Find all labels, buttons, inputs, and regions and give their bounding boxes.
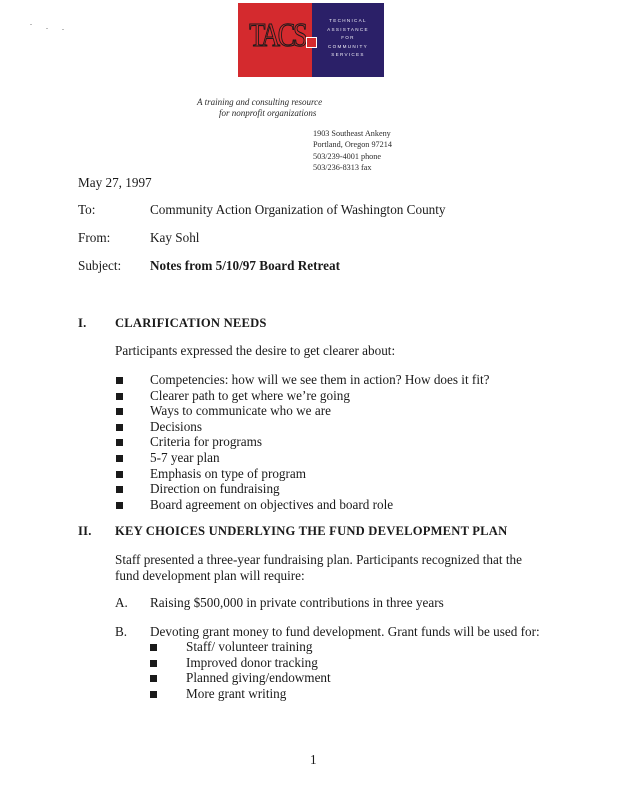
list-item: Criteria for programs <box>150 434 263 450</box>
section-2-title: KEY CHOICES UNDERLYING THE FUND DEVELOPMENT PLAN <box>115 524 508 538</box>
section-1-title: CLARIFICATION NEEDS <box>115 316 267 330</box>
bullet-square-icon <box>150 675 157 682</box>
item-a-label: A. <box>115 595 128 610</box>
bullet-square-icon <box>150 691 157 698</box>
bullet-square-icon <box>116 377 123 384</box>
memo-date: May 27, 1997 <box>78 175 152 190</box>
subject-label: Subject: <box>78 258 122 273</box>
tagline-line-2: for nonprofit organizations <box>219 108 317 118</box>
to-label: To: <box>78 202 96 217</box>
to-value: Community Action Organization of Washington County <box>150 202 446 217</box>
subject-value: Notes from 5/10/97 Board Retreat <box>150 258 340 273</box>
list-item: More grant writing <box>186 685 287 701</box>
list-item: Ways to communicate who we are <box>150 403 331 419</box>
list-item: Clearer path to get where we’re going <box>150 387 350 403</box>
bullet-square-icon <box>116 455 123 462</box>
section-2-number: II. <box>78 524 92 538</box>
list-item: Direction on fundraising <box>150 481 280 497</box>
bullet-square-icon <box>116 502 123 509</box>
bullet-square-icon <box>150 644 157 651</box>
tagline-line-1: A training and consulting resource <box>197 97 323 107</box>
logo-mark: TACS <box>249 17 306 54</box>
scan-speck <box>46 28 48 29</box>
item-a-text: Raising $500,000 in private contributions in three years <box>150 595 444 610</box>
logo-words: TECHNICAL ASSISTANCE FOR COMMUNITY SERVICES <box>327 18 369 58</box>
list-item: Staff/ volunteer training <box>186 639 313 654</box>
section-2-intro-line-1: Staff presented a three-year fundraising plan. Participants recognized that the <box>115 552 522 567</box>
section-1-number: I. <box>78 316 87 330</box>
list-item: Competencies: how will we see them in action? How does it fit? <box>150 372 490 387</box>
list-item: Board agreement on objectives and board role <box>150 496 394 512</box>
list-item: Improved donor tracking <box>186 654 318 670</box>
from-label: From: <box>78 230 111 245</box>
bullet-square-icon <box>116 408 123 415</box>
bullet-square-icon <box>116 486 123 493</box>
bullet-square-icon <box>116 439 123 446</box>
tacs-logo <box>238 3 384 77</box>
list-item: Planned giving/endowment <box>186 670 331 686</box>
scan-speck <box>62 29 64 30</box>
item-b-label: B. <box>115 624 128 639</box>
page-number: 1 <box>310 752 317 767</box>
item-b-text: Devoting grant money to fund development. Grant funds will be used for: <box>150 624 540 639</box>
bullet-square-icon <box>116 471 123 478</box>
list-item: Decisions <box>150 418 203 434</box>
bullet-square-icon <box>150 660 157 667</box>
scan-speck <box>30 24 32 25</box>
list-item: Emphasis on type of program <box>150 465 307 481</box>
bullet-square-icon <box>116 393 123 400</box>
list-item: 5-7 year plan <box>150 450 220 465</box>
bullet-square-icon <box>116 424 123 431</box>
address-block: 1903 Southeast Ankeny Portland, Oregon 97214 503/239-4001 phone 503/236-8313 fax <box>313 129 392 173</box>
from-value: Kay Sohl <box>150 230 200 245</box>
section-1-intro: Participants expressed the desire to get clearer about: <box>115 343 396 358</box>
section-2-intro-line-2: fund development plan will require: <box>115 568 305 583</box>
